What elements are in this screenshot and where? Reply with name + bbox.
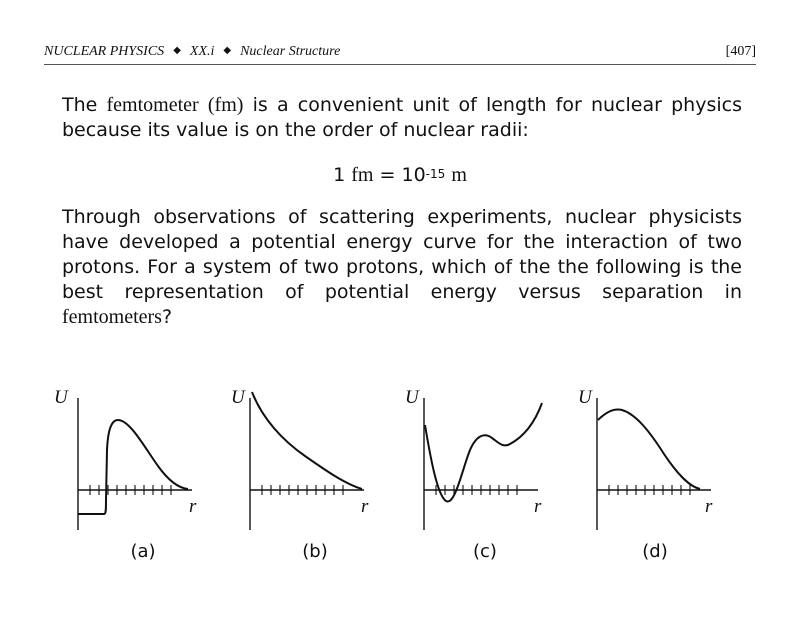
potential-curve — [598, 409, 700, 489]
potential-curve — [252, 392, 362, 489]
x-axis-label: r — [361, 496, 369, 517]
graph-caption: (c) — [473, 541, 497, 562]
graph-c — [405, 387, 542, 562]
term-femtometers: femtometers — [62, 306, 162, 328]
book-title: NUCLEAR PHYSICS — [44, 44, 165, 59]
y-axis-label: U — [405, 387, 419, 408]
page-number: [407] — [725, 44, 756, 59]
separator-diamond-icon: ◆ — [173, 45, 181, 56]
running-head — [44, 44, 340, 60]
graph-d — [578, 387, 713, 562]
term-femtometer: femtometer — [106, 94, 199, 116]
intro-text-end: is a convenient unit of length for nuclear physics because its value is on the order of nuclear radii: — [62, 94, 742, 141]
equation-unit-fm: fm — [351, 164, 374, 186]
y-axis-label: U — [231, 387, 245, 408]
equation-unit-m: m — [451, 164, 467, 186]
graph-caption: (b) — [302, 541, 328, 562]
equation-equals: = — [379, 164, 396, 186]
question-paragraph — [62, 205, 742, 330]
equation-base: 10 — [401, 164, 426, 186]
equation-exponent: -15 — [425, 167, 446, 181]
x-axis-label: r — [189, 496, 197, 517]
answer-graphs — [0, 370, 800, 590]
graph-caption: (d) — [642, 541, 668, 562]
y-axis-label: U — [578, 387, 592, 408]
y-axis-label: U — [54, 387, 68, 408]
question-text: Through observations of scattering experiments, nuclear physicists have developed a potential energy curve for the interaction of two protons. For a system of two protons, which of the the following is the best representation of potential energy versus separation in — [62, 206, 742, 303]
x-axis-label: r — [534, 496, 542, 517]
intro-space — [199, 94, 208, 116]
separator-diamond-icon: ◆ — [223, 45, 232, 56]
x-axis-label: r — [705, 496, 713, 517]
section-number: XX.i — [189, 44, 215, 59]
unit-equation — [0, 163, 800, 189]
term-fm-abbrev: (fm) — [207, 94, 244, 116]
potential-curve — [78, 420, 188, 514]
intro-paragraph — [62, 93, 742, 143]
graph-caption: (a) — [130, 541, 156, 562]
potential-curve — [425, 403, 542, 501]
section-topic: Nuclear Structure — [240, 44, 341, 59]
intro-text-start: The — [62, 94, 107, 116]
equation-number: 1 — [333, 164, 346, 186]
graph-a — [54, 387, 197, 562]
page-header — [44, 40, 756, 64]
header-rule — [44, 64, 756, 65]
question-mark: ? — [161, 306, 173, 328]
graph-b — [231, 387, 369, 562]
